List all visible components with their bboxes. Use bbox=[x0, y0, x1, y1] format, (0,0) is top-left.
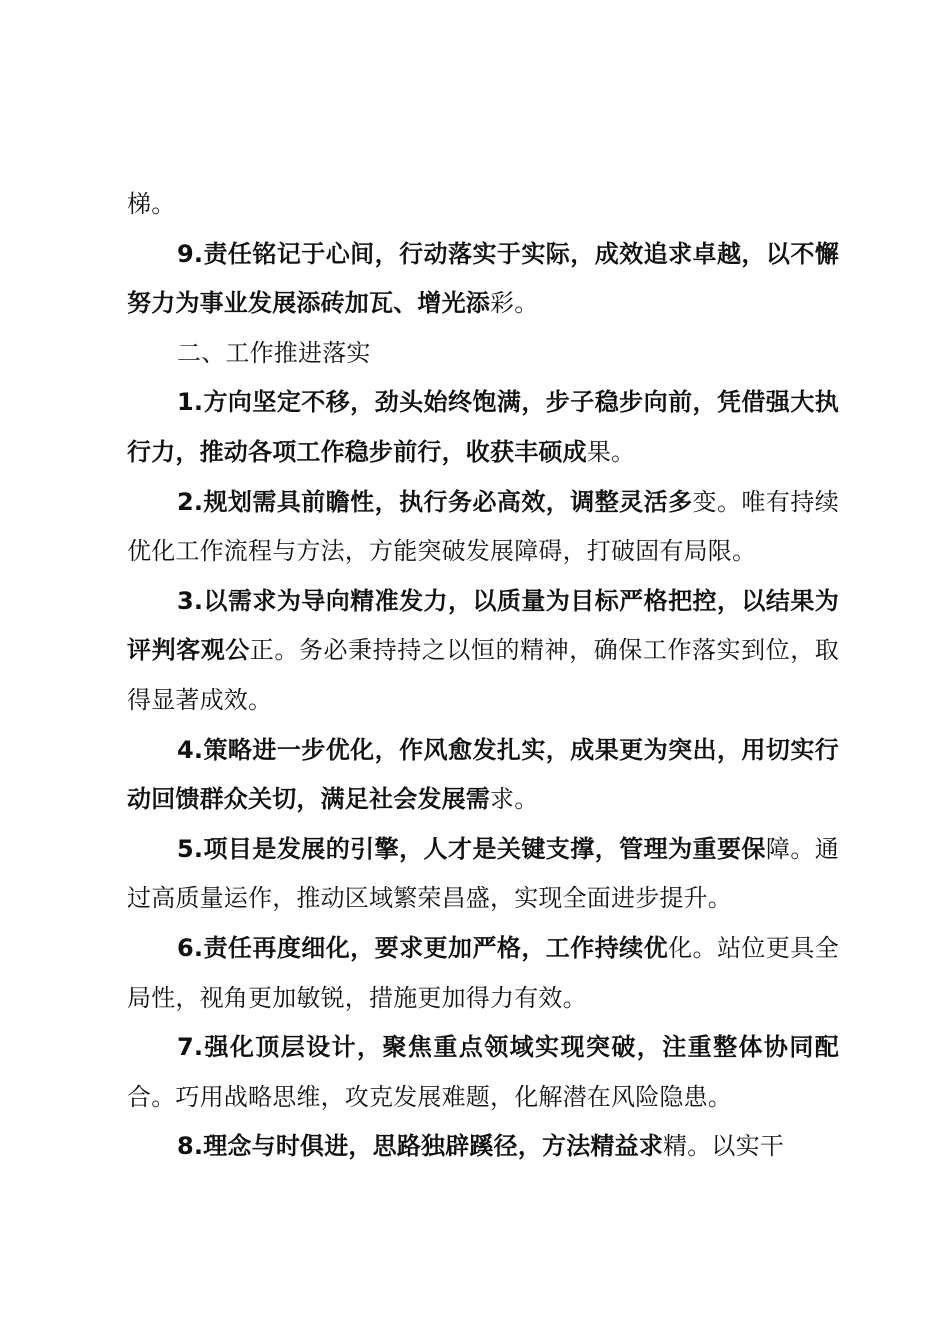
paragraph-item-8 bbox=[127, 1122, 839, 1172]
paragraph-text: 梯。 bbox=[127, 190, 176, 218]
paragraph-text: 障。通过高质量运作，推动区域繁荣昌盛，实现全面进步提升。 bbox=[127, 834, 839, 913]
paragraph-text: 求。 bbox=[490, 785, 539, 814]
paragraph-text: 化。站位更具全局性，视角更加敏锐，措施更加得力有效。 bbox=[127, 933, 839, 1012]
paragraph-item-1 bbox=[127, 378, 839, 477]
paragraph-bold-text: 7.强化顶层设计，聚焦重点领域实现突破，注重整体协同配 bbox=[177, 1033, 839, 1062]
paragraph-item-5 bbox=[127, 825, 839, 924]
paragraph-text: 正。务必秉持持之以恒的精神，确保工作落实到位，取得显著成效。 bbox=[127, 636, 839, 714]
paragraph-bold-text: 1.方向坚定不移，劲头始终饱满，步子稳步向前，凭借强大执行力，推动各项工作稳步前行，收获丰硕成 bbox=[127, 388, 839, 466]
paragraph-item-9 bbox=[127, 230, 839, 329]
paragraph-item-2 bbox=[127, 478, 839, 577]
paragraph-item-4 bbox=[127, 726, 839, 825]
paragraph-bold-text: 9.责任铭记于心间，行动落实于实际，成效追求卓越，以不懈努力为事业发展添砖加瓦、增光添 bbox=[127, 239, 839, 318]
section-heading bbox=[127, 329, 839, 379]
paragraph-item-7 bbox=[127, 1023, 839, 1122]
paragraph-bold-text: 8.理念与时俱进，思路独辟蹊径，方法精益求 bbox=[177, 1132, 664, 1161]
paragraph-text: 精。以实干 bbox=[663, 1132, 785, 1161]
document-body bbox=[127, 180, 839, 1172]
paragraph-item-6 bbox=[127, 924, 839, 1023]
paragraph-bold-text: 6.责任再度细化，要求更加严格，工作持续优 bbox=[177, 933, 669, 962]
paragraph-bold-text: 2.规划需具前瞻性，执行务必高效，调整灵活多 bbox=[177, 487, 693, 516]
paragraph-text: 彩。 bbox=[490, 289, 539, 318]
paragraph-item-3 bbox=[127, 577, 839, 726]
paragraph-text: 合。巧用战略思维，攻克发展难题，化解潜在风险隐患。 bbox=[127, 1082, 732, 1111]
paragraph-bold-text: 3.以需求为导向精准发力，以质量为目标严格把控，以结果为评判客观公 bbox=[127, 586, 839, 665]
paragraph-bold-text: 5.项目是发展的引擎，人才是关键支撑，管理为重要保 bbox=[177, 834, 766, 863]
section-heading-text: 二、工作推进落实 bbox=[177, 338, 371, 367]
paragraph-text: 果。 bbox=[586, 437, 636, 466]
paragraph-text: 变。唯有持续优化工作流程与方法，方能突破发展障碍，打破固有局限。 bbox=[127, 487, 839, 566]
paragraph-bold-text: 4.策略进一步优化，作风愈发扎实，成果更为突出，用切实行动回馈群众关切，满足社会发展需 bbox=[127, 735, 839, 814]
paragraph-continuation bbox=[127, 180, 839, 230]
